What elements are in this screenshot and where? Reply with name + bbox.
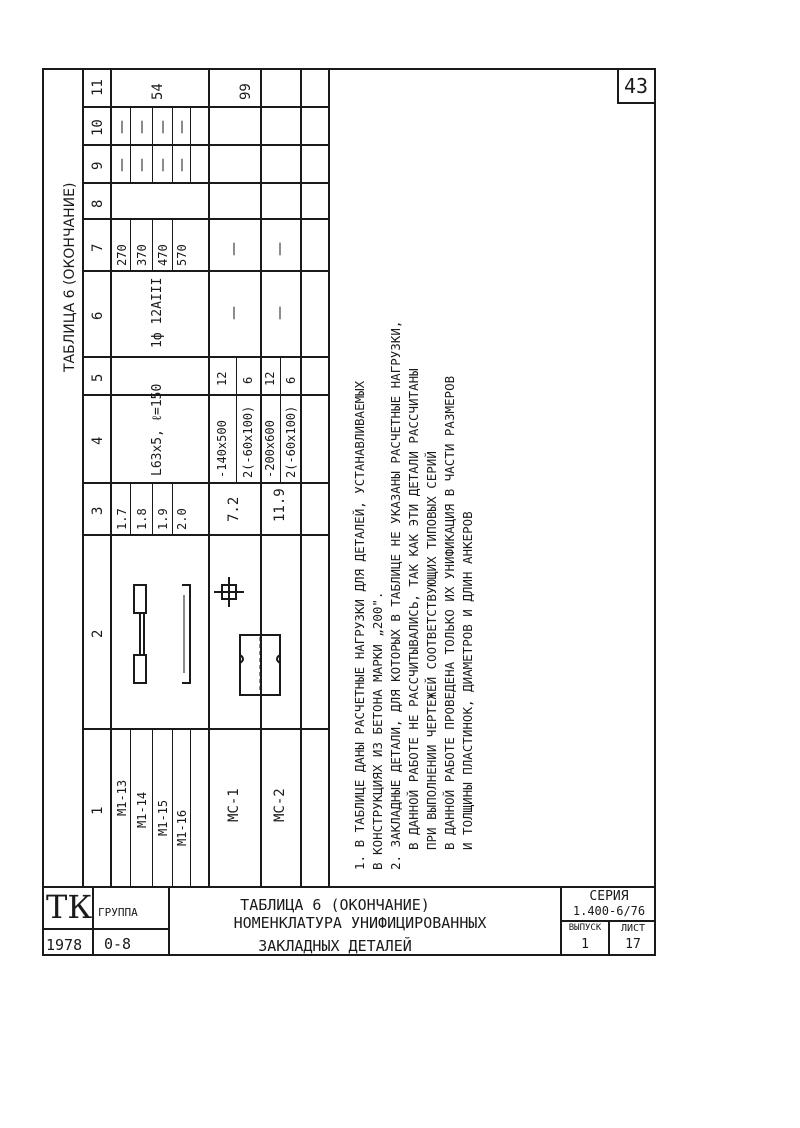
m1-col10-2: —	[134, 120, 150, 134]
m1-col3-subrow-2	[152, 482, 153, 534]
mc2-col4-anchors: 2(-60х100)	[284, 405, 298, 478]
mc1-col5-plate: 12	[215, 371, 229, 386]
col-border-9-10	[84, 144, 330, 146]
col-number-9: 9	[90, 161, 106, 170]
mark-mc-1: МС-1	[226, 788, 242, 822]
col-border-8-9	[84, 182, 330, 184]
m1-col3-subrow-3	[172, 482, 173, 534]
mc2-col5-plate: 12	[263, 371, 277, 386]
mc2-col5-anchors: 6	[284, 376, 298, 384]
stamp-issue-value: 1	[581, 937, 589, 952]
mc1-col5-anchors: 6	[241, 376, 255, 384]
stamp-sheet-label: ЛИСТ	[620, 923, 646, 934]
sheet-number: 43	[623, 74, 649, 98]
mark-m1-14: М1-14	[135, 791, 149, 828]
m1-col3-3: 1.9	[156, 508, 170, 530]
col-border-10-11	[84, 106, 330, 108]
mc1-col3: 7.2	[226, 496, 242, 522]
m1-col6-rebar: 1ф 12АIII	[150, 277, 165, 348]
stamp-title-line-1: ТАБЛИЦА 6 (ОКОНЧАНИЕ)	[240, 896, 430, 914]
m1-col7-subrow-3	[172, 218, 173, 270]
stamp-series-value: 1.400-6/76	[572, 904, 646, 918]
m1-col11-value: 54	[150, 83, 166, 100]
note-2-line-3: ПРИ ВЫПОЛНЕНИИ ЧЕРТЕЖЕЙ СООТВЕТСТВУЮЩИХ ТИПОВЫХ СЕРИЙ	[424, 451, 439, 850]
note-1-line-2: В КОНСТРУКЦИЯХ ИЗ БЕТОНА МАРКИ „200".	[370, 591, 385, 870]
m1-col3-1: 1.7	[115, 508, 129, 530]
m1-col3-subrow-1	[130, 482, 131, 534]
mc2-col4-plate: -200х600	[263, 420, 277, 478]
m1-col10-3: —	[155, 120, 171, 134]
mc2-end-border	[300, 68, 302, 886]
m1-angle-sketch	[120, 555, 200, 715]
stamp-org: ТК	[46, 888, 93, 926]
mark-m1-13: М1-13	[115, 779, 129, 816]
mc2-col3: 11.9	[272, 488, 288, 522]
header-border	[110, 68, 112, 886]
m1-col9-2: —	[134, 158, 150, 172]
col-number-10: 10	[90, 119, 106, 136]
col-number-2: 2	[90, 629, 106, 638]
col-border-1-2	[84, 728, 330, 730]
mark-m1-15: М1-15	[156, 799, 170, 836]
mc1-col6: —	[226, 306, 242, 320]
note-2-line-1: 2. ЗАКЛАДНЫЕ ДЕТАЛИ, ДЛЯ КОТОРЫХ В ТАБЛИЦЕ НЕ УКАЗАНЫ РАСЧЕТНЫЕ НАГРУЗКИ,	[388, 320, 403, 870]
mc1-col45-split	[236, 356, 237, 482]
title-strip-border	[82, 68, 84, 886]
col-border-3-4	[84, 482, 330, 484]
mc-col11-value: 99	[238, 83, 254, 100]
m1-col9-4: —	[174, 158, 190, 172]
col-number-1: 1	[90, 806, 106, 815]
col-number-4: 4	[90, 436, 106, 445]
stamp-title-line-2: НОМЕНКЛАТУРА УНИФИЦИРОВАННЫХ	[233, 914, 487, 932]
m1-subrow-4	[190, 728, 191, 886]
table-right-border	[328, 68, 330, 886]
stamp-group-label: ГРУППА	[98, 906, 138, 919]
stamp-divider-1	[92, 888, 94, 956]
table-bottom-border	[42, 886, 656, 888]
mc2-col7: —	[272, 242, 288, 256]
mc2-col45-split	[280, 356, 281, 482]
mc-plate-sketch	[212, 555, 302, 715]
col-border-6-7	[84, 270, 330, 272]
m1-subrow-3	[172, 728, 173, 886]
table-title: ТАБЛИЦА 6 (ОКОНЧАНИЕ)	[62, 182, 78, 372]
mc1-col7: —	[226, 242, 242, 256]
m1-col7-subrow-1	[130, 218, 131, 270]
stamp-mid-line	[42, 928, 170, 930]
m1-col7-4: 570	[175, 244, 189, 266]
col-number-3: 3	[90, 506, 106, 515]
mc1-col4-anchors: 2(-60х100)	[241, 405, 255, 478]
stamp-title-line-3: ЗАКЛАДНЫХ ДЕТАЛЕЙ	[258, 937, 412, 955]
col-number-8: 8	[90, 199, 106, 208]
m1-col7-1: 270	[115, 244, 129, 266]
m1-subrow-1	[130, 728, 131, 886]
m1-col9-1: —	[114, 158, 130, 172]
note-2-line-4: В ДАННОЙ РАБОТЕ ПРОВЕДЕНА ТОЛЬКО ИХ УНИФИКАЦИЯ В ЧАСТИ РАЗМЕРОВ	[442, 375, 457, 850]
m1-col7-2: 370	[135, 244, 149, 266]
stamp-group-value: 0-8	[104, 935, 132, 953]
stamp-sheet-value: 17	[625, 937, 641, 952]
mark-mc-2: МС-2	[272, 788, 288, 822]
col-border-5-6	[84, 356, 330, 358]
m1-group-border	[208, 68, 210, 886]
stamp-series-label: СЕРИЯ	[589, 889, 629, 904]
m1-col7-3: 470	[156, 244, 170, 266]
note-2-line-2: В ДАННОЙ РАБОТЕ НЕ РАССЧИТЫВАЛИСЬ, ТАК КАК ЭТИ ДЕТАЛИ РАССЧИТАНЫ	[406, 368, 421, 850]
mc2-col6: —	[272, 306, 288, 320]
m1-col9-3: —	[155, 158, 171, 172]
col-number-6: 6	[90, 311, 106, 320]
m1-col3-4: 2.0	[175, 508, 189, 530]
m1-col3-2: 1.8	[135, 508, 149, 530]
col-number-5: 5	[90, 373, 106, 382]
stamp-year: 1978	[46, 936, 83, 954]
mc1-col4-plate: -140х500	[215, 420, 229, 478]
col-number-11: 11	[90, 79, 106, 96]
col-border-7-8	[84, 218, 330, 220]
mark-m1-16: М1-16	[175, 809, 189, 846]
col-number-7: 7	[90, 243, 106, 252]
note-1-line-1: 1. В ТАБЛИЦЕ ДАНЫ РАСЧЕТНЫЕ НАГРУЗКИ ДЛЯ ДЕТАЛЕЙ, УСТАНАВЛИВАЕМЫХ	[352, 380, 367, 870]
stamp-issue-label: ВЫПУСК	[568, 923, 602, 933]
m1-col4-angle: L63х5, ℓ=150	[150, 383, 165, 476]
m1-col10-1: —	[114, 120, 130, 134]
m1-col10-4: —	[174, 120, 190, 134]
m1-subrow-2	[152, 728, 153, 886]
col-border-2-3	[84, 534, 330, 536]
m1-col7-subrow-2	[152, 218, 153, 270]
col-border-4-5	[84, 394, 330, 396]
note-2-line-5: И ТОЛЩИНЫ ПЛАСТИНОК, ДИАМЕТРОВ И ДЛИН АНКЕРОВ	[460, 511, 475, 850]
